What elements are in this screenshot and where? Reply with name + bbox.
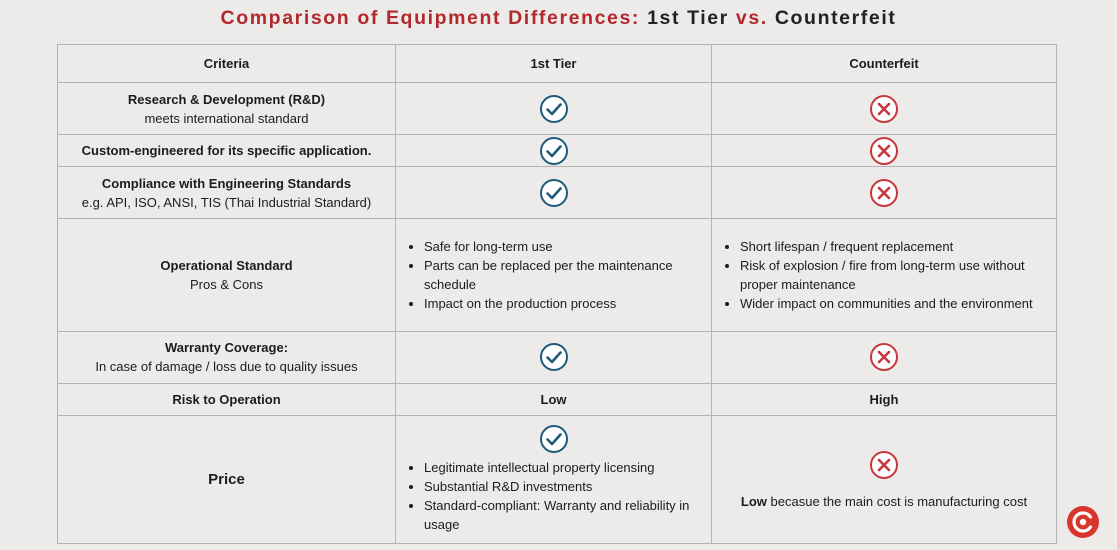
title-part-4: Counterfeit xyxy=(774,7,897,29)
tier1-cell xyxy=(396,383,712,415)
counterfeit-cell xyxy=(712,383,1057,415)
check-icon xyxy=(539,178,569,208)
title-part-2: 1st Tier xyxy=(647,7,729,29)
price-counterfeit-text xyxy=(712,494,1056,509)
page-title xyxy=(0,7,1117,30)
criteria-cell xyxy=(58,135,396,167)
criteria-subtitle: In case of damage / loss due to quality issues xyxy=(95,359,358,375)
price-tier1-mark xyxy=(396,424,711,454)
criteria-title: Operational Standard xyxy=(160,257,293,273)
check-icon xyxy=(539,94,569,124)
cross-icon xyxy=(869,178,899,208)
list-item: • Wider impact on communities and the environment xyxy=(740,294,1048,313)
criteria-subtitle: Pros & Cons xyxy=(190,276,263,292)
criteria-title: Warranty Coverage: xyxy=(164,340,289,356)
price-counterfeit-rest: becasue the main cost is manufacturing cost xyxy=(766,493,1028,509)
counterfeit-cell xyxy=(712,415,1057,543)
criteria-cell xyxy=(58,219,396,331)
criteria-title: Custom-engineered for its specific application. xyxy=(81,143,372,159)
check-icon xyxy=(539,136,569,166)
criteria-title: Research & Development (R&D) xyxy=(127,91,326,107)
header-tier1: 1st Tier xyxy=(396,45,712,83)
criteria-title: Risk to Operation xyxy=(172,391,281,407)
criteria-cell xyxy=(58,415,396,543)
tier1-cell xyxy=(396,415,712,543)
title-part-3: vs. xyxy=(735,7,768,29)
comparison-table xyxy=(57,44,1057,544)
table-row xyxy=(58,219,1057,331)
cross-icon xyxy=(869,94,899,124)
table-row xyxy=(58,167,1057,219)
table-row xyxy=(58,135,1057,167)
list-item: • Substantial R&D investments xyxy=(424,477,703,496)
tier1-cell xyxy=(396,83,712,135)
header-row xyxy=(58,45,1057,83)
criteria-cell xyxy=(58,331,396,383)
counterfeit-cell xyxy=(712,219,1057,331)
header-counterfeit: Counterfeit xyxy=(712,45,1057,83)
list-item: • Legitimate intellectual property licensing xyxy=(424,458,703,477)
tier1-cell xyxy=(396,167,712,219)
table-row xyxy=(58,383,1057,415)
list-item: • Impact on the production process xyxy=(424,294,703,313)
counterfeit-cell xyxy=(712,167,1057,219)
counterfeit-cell xyxy=(712,135,1057,167)
list-item: • Short lifespan / frequent replacement xyxy=(740,237,1048,256)
criteria-title: Compliance with Engineering Standards xyxy=(101,175,352,191)
tier1-cell xyxy=(396,135,712,167)
cross-icon xyxy=(869,450,899,480)
header-criteria: Criteria xyxy=(58,45,396,83)
criteria-title: Price xyxy=(208,470,245,488)
criteria-cell xyxy=(58,167,396,219)
risk-counterfeit-value: High xyxy=(869,391,899,407)
table-row xyxy=(58,415,1057,543)
cross-icon xyxy=(869,136,899,166)
counterfeit-cell xyxy=(712,83,1057,135)
tier1-cell xyxy=(396,219,712,331)
table-row xyxy=(58,331,1057,383)
tier1-points xyxy=(396,458,711,534)
tier1-cell xyxy=(396,331,712,383)
list-item: • Safe for long-term use xyxy=(424,237,703,256)
list-item: • Parts can be replaced per the maintenance schedule xyxy=(424,256,703,294)
tier1-points xyxy=(396,237,711,313)
price-counterfeit-bold: Low xyxy=(740,493,767,509)
criteria-cell xyxy=(58,383,396,415)
check-icon xyxy=(539,424,569,454)
criteria-subtitle: meets international standard xyxy=(144,110,309,126)
table-row xyxy=(58,83,1057,135)
risk-tier1-value: Low xyxy=(540,391,567,407)
criteria-cell xyxy=(58,83,396,135)
counterfeit-cell xyxy=(712,331,1057,383)
brand-logo-icon xyxy=(1066,505,1100,539)
price-counterfeit-mark xyxy=(712,450,1056,480)
title-part-1: Comparison of Equipment Differences: xyxy=(220,7,641,29)
counterfeit-points xyxy=(712,237,1056,313)
check-icon xyxy=(539,342,569,372)
cross-icon xyxy=(869,342,899,372)
list-item: • Risk of explosion / fire from long-term use without proper maintenance xyxy=(740,256,1048,294)
list-item: • Standard-compliant: Warranty and reliability in usage xyxy=(424,496,703,534)
criteria-subtitle: e.g. API, ISO, ANSI, TIS (Thai Industrial Standard) xyxy=(81,194,372,210)
